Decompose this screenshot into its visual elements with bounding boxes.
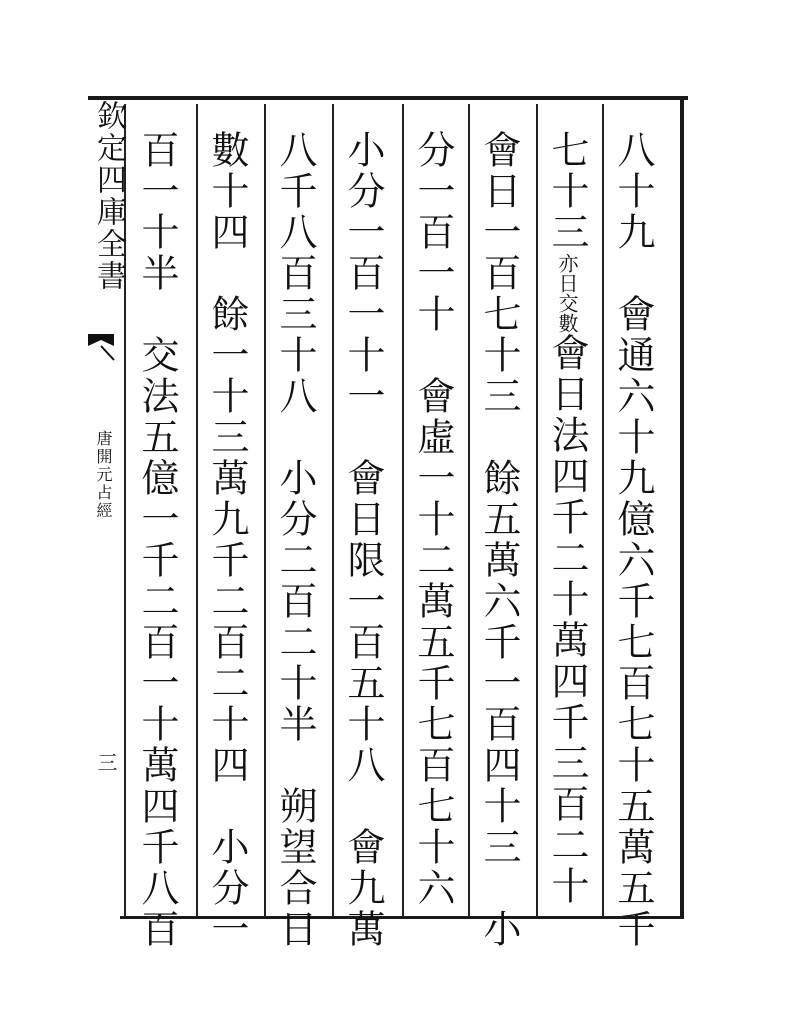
interlinear-note-a: 亦日 [555,253,579,293]
text-column-1: 八十九 會通六十九億六千七百七十五萬五千 [611,130,655,950]
column-rule [196,104,198,916]
collection-title: 欽定四庫全書 [91,100,126,292]
text-column-3: 會日一百七十三 餘五萬六千一百四十三 小 [477,130,521,950]
column-2-rest: 會日法四千二十萬四千三百二十 [545,333,589,907]
frame-top-border [88,96,688,100]
text-column-7: 數十四 餘一十三萬九千二百二十四 小分一 [205,130,249,950]
column-rule [264,104,266,916]
text-column-5: 小分一百一十一 會日限一百五十八 會九萬 [341,130,385,950]
column-rule [402,104,404,916]
interlinear-note-b: 交數 [555,293,579,333]
fish-tail-mark-icon [86,332,116,362]
text-column-8: 百一十半 交法五億一千二百一十萬四千八百 [135,130,179,950]
column-2-lead: 七十三 [545,130,589,253]
page-number: 三 [94,752,118,772]
text-column-4: 分一百一十 會虛一十二萬五千七百七十六 [411,130,455,909]
book-title: 唐開元占經 [94,430,113,520]
column-rule [602,104,604,916]
column-rule [468,104,470,916]
column-rule [332,104,334,916]
text-column-6: 八千八百三十八 小分二百二十半 朔望合日 [273,130,317,950]
frame-right-border [680,98,684,918]
column-rule [536,104,538,916]
text-column-2 [545,130,589,907]
